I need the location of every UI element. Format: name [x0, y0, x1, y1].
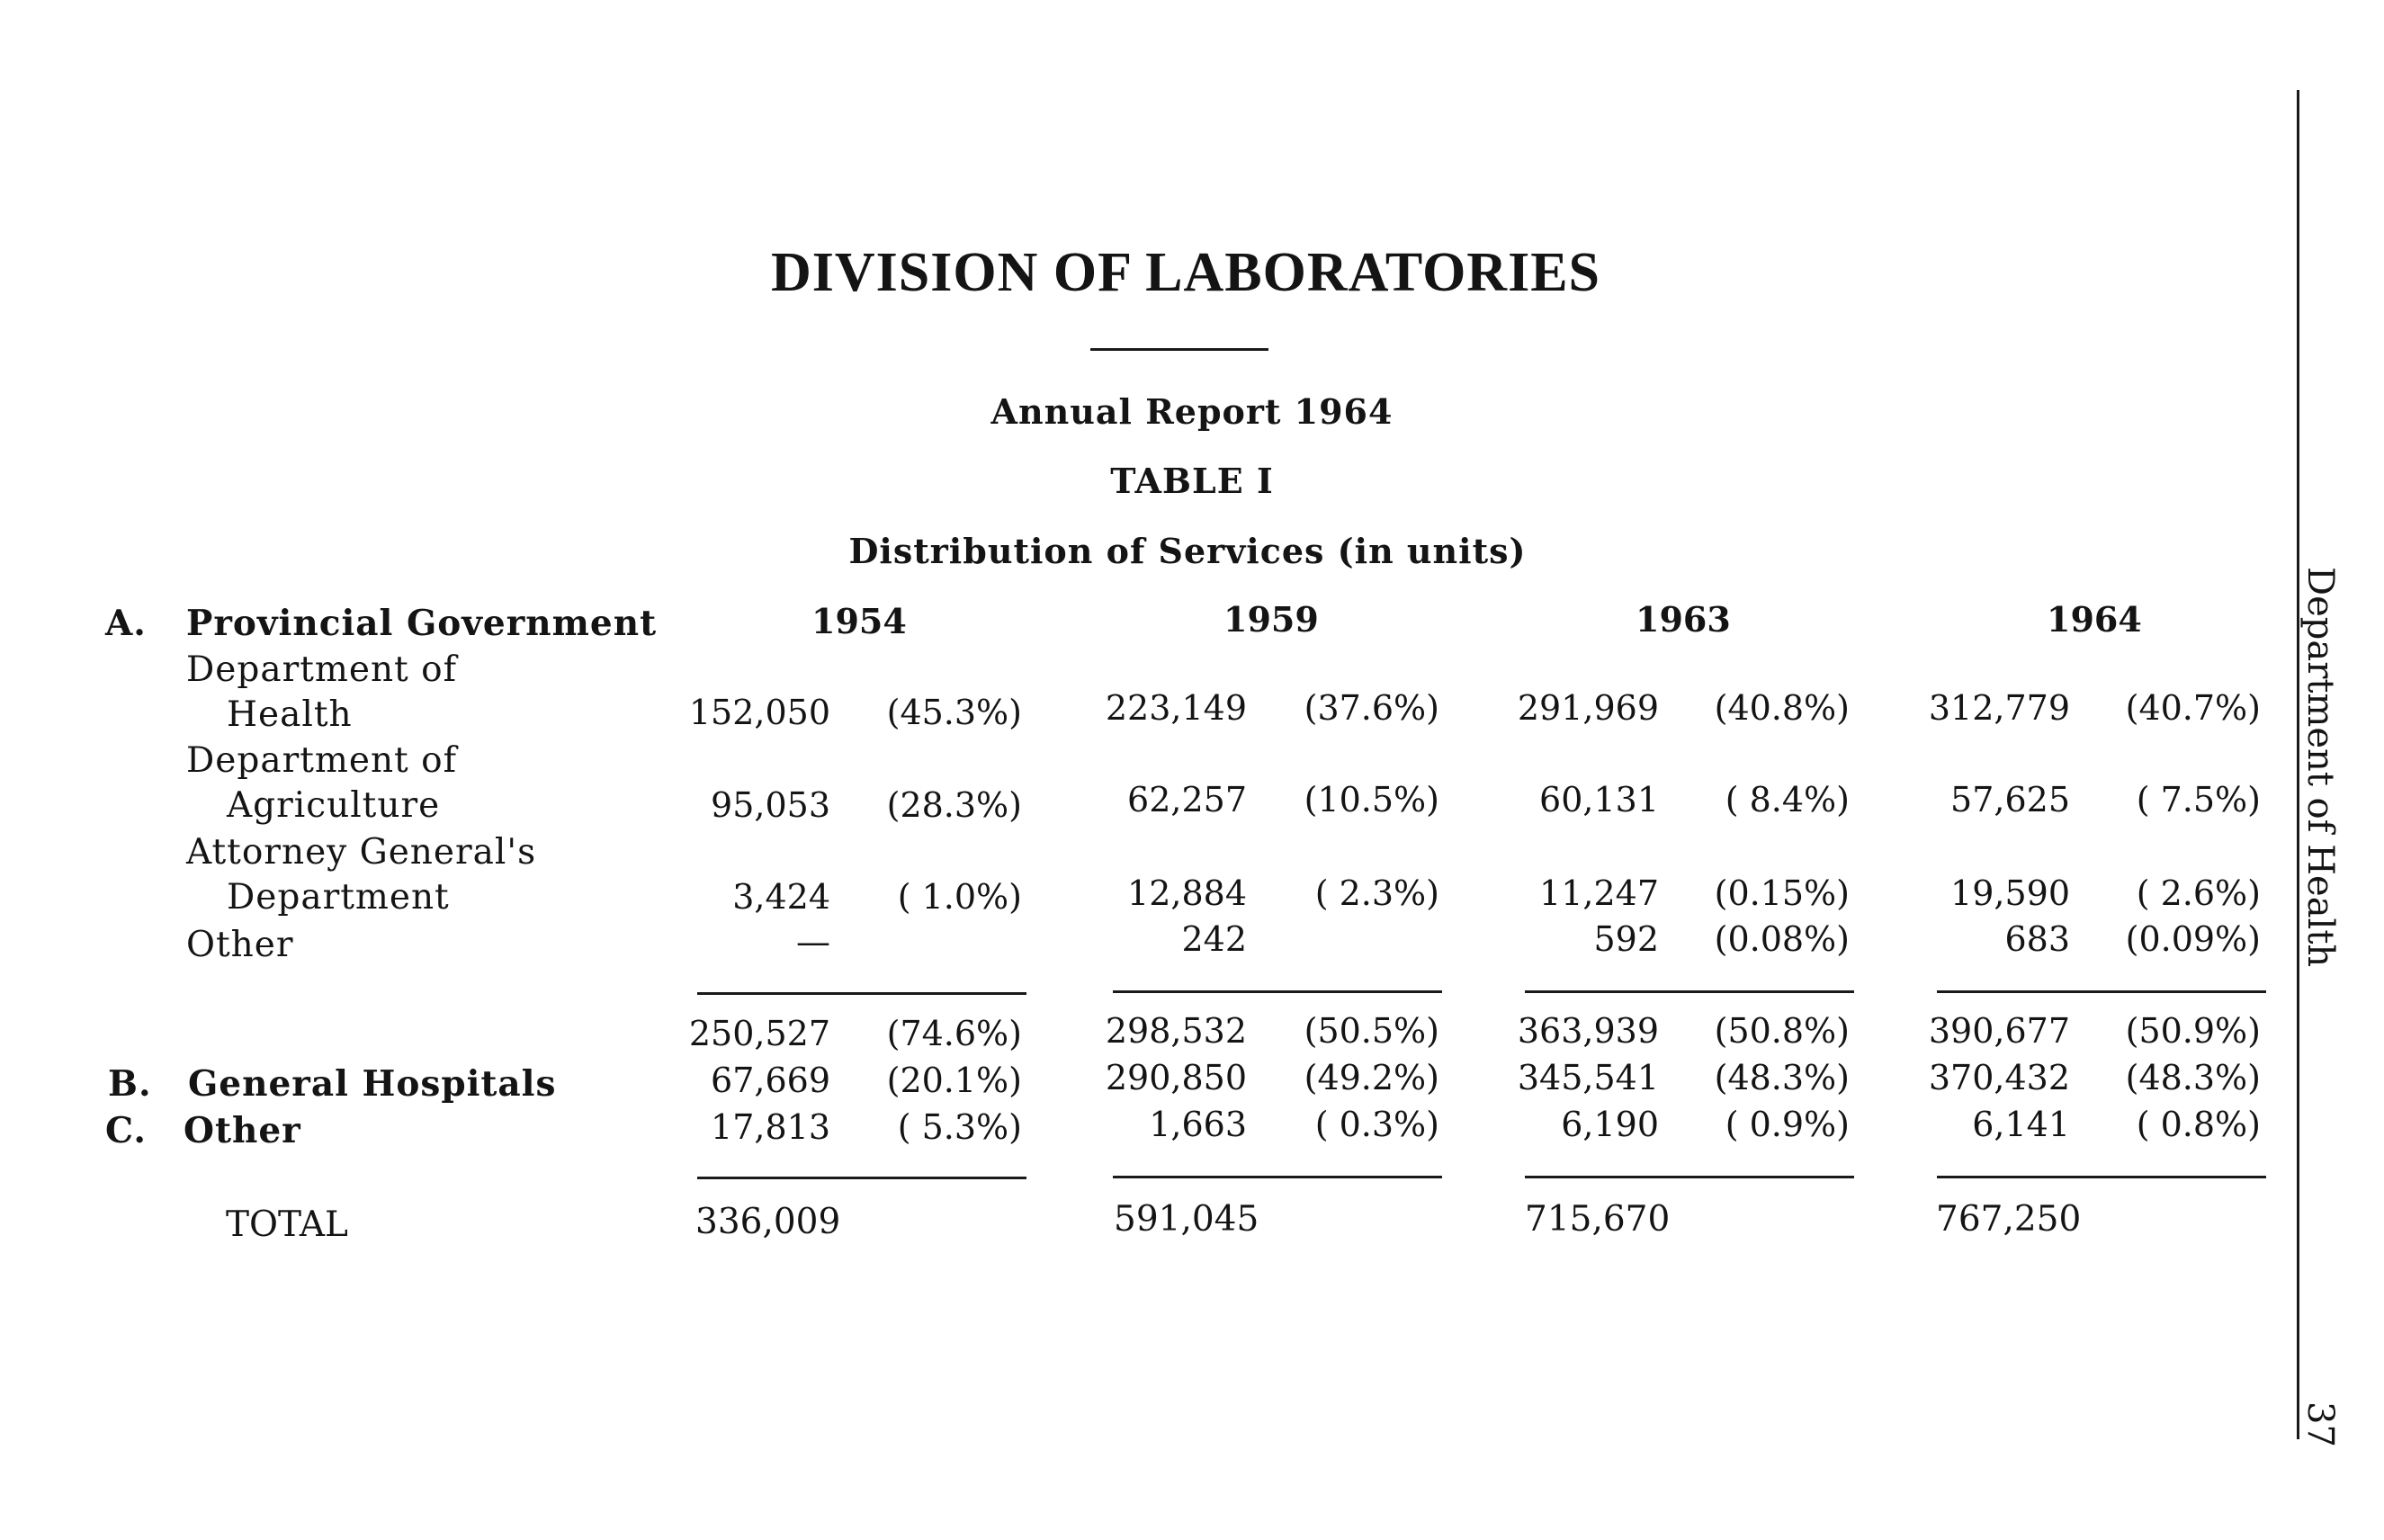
attorney-1959-pct: ( 2.3%) [1314, 873, 1439, 913]
subtotal-1963-value: 363,939 [1517, 1011, 1659, 1051]
row-label-attorney-line2: Department [227, 877, 450, 918]
hospitals-1964-value: 370,432 [1928, 1058, 2070, 1097]
section-c-letter: C. [105, 1110, 147, 1151]
other-c-1963-pct: ( 0.9%) [1725, 1105, 1850, 1144]
attorney-1963-pct: (0.15%) [1714, 873, 1850, 913]
attorney-1954-pct: ( 1.0%) [897, 877, 1022, 917]
other-c-1959-value: 1,663 [1149, 1105, 1247, 1144]
total-rule-1959 [1113, 1176, 1442, 1178]
subtotal-1964-pct: (50.9%) [2125, 1011, 2261, 1051]
other-1959-value: 242 [1181, 919, 1247, 959]
table-title: TABLE I [1110, 461, 1274, 501]
title-rule [1090, 348, 1268, 351]
row-label-attorney-line1: Attorney General's [186, 832, 537, 873]
hospitals-1954-value: 67,669 [711, 1061, 830, 1100]
other-1963-pct: (0.08%) [1714, 919, 1850, 959]
subtotal-1959-value: 298,532 [1105, 1011, 1247, 1051]
year-header-1963: 1963 [1636, 599, 1731, 640]
agriculture-1954-value: 95,053 [711, 785, 830, 825]
page-title: DIVISION OF LABORATORIES [770, 242, 1601, 303]
other-c-1963-value: 6,190 [1561, 1105, 1659, 1144]
agriculture-1963-value: 60,131 [1539, 780, 1659, 819]
other-c-1959-pct: ( 0.3%) [1314, 1105, 1439, 1144]
section-c-label: Other [184, 1110, 301, 1151]
row-label-agriculture-line2: Agriculture [227, 785, 441, 826]
total-label: TOTAL [226, 1204, 348, 1245]
row-label-health-line2: Health [227, 694, 353, 735]
subtotal-rule-1954 [697, 992, 1026, 995]
subtotal-1954-value: 250,527 [688, 1014, 830, 1053]
subtotal-rule-1964 [1937, 990, 2266, 993]
agriculture-1954-pct: (28.3%) [886, 785, 1022, 825]
section-b-label: General Hospitals [188, 1063, 557, 1105]
total-rule-1963 [1525, 1176, 1854, 1178]
section-a-letter: A. [105, 603, 147, 644]
total-1964-value: 767,250 [1936, 1199, 2082, 1240]
attorney-1959-value: 12,884 [1127, 873, 1247, 913]
attorney-1954-value: 3,424 [732, 877, 830, 917]
agriculture-1964-value: 57,625 [1950, 780, 2070, 819]
health-1964-value: 312,779 [1928, 688, 2070, 728]
health-1963-pct: (40.8%) [1714, 688, 1850, 728]
section-b-letter: B. [108, 1063, 152, 1105]
other-1964-value: 683 [2004, 919, 2070, 959]
table-caption: Distribution of Services (in units) [848, 531, 1527, 571]
hospitals-1959-value: 290,850 [1105, 1058, 1247, 1097]
other-c-1954-value: 17,813 [711, 1107, 830, 1147]
year-header-1959: 1959 [1223, 599, 1319, 640]
total-1954-value: 336,009 [695, 1202, 841, 1242]
section-a-label: Provincial Government [186, 603, 658, 644]
agriculture-1959-value: 62,257 [1127, 780, 1247, 819]
attorney-1964-pct: ( 2.6%) [2136, 873, 2261, 913]
year-header-1954: 1954 [811, 601, 907, 641]
subtotal-rule-1963 [1525, 990, 1854, 993]
total-1959-value: 591,045 [1114, 1199, 1259, 1240]
row-label-health-line1: Department of [186, 649, 458, 690]
year-header-1964: 1964 [2047, 599, 2142, 640]
other-1954-value: — [796, 922, 830, 962]
side-page-mark: 37 [2299, 1401, 2341, 1447]
total-rule-1964 [1937, 1176, 2266, 1178]
other-c-1954-pct: ( 5.3%) [897, 1107, 1022, 1147]
health-1954-value: 152,050 [688, 693, 830, 732]
agriculture-1959-pct: (10.5%) [1304, 780, 1439, 819]
row-label-other: Other [186, 925, 294, 965]
health-1959-value: 223,149 [1105, 688, 1247, 728]
subtotal-1963-pct: (50.8%) [1714, 1011, 1850, 1051]
agriculture-1964-pct: ( 7.5%) [2136, 780, 2261, 819]
health-1959-pct: (37.6%) [1304, 688, 1439, 728]
agriculture-1963-pct: ( 8.4%) [1725, 780, 1850, 819]
other-1964-pct: (0.09%) [2125, 919, 2261, 959]
subtotal-rule-1959 [1113, 990, 1442, 993]
other-c-1964-value: 6,141 [1972, 1105, 2070, 1144]
total-rule-1954 [697, 1177, 1026, 1179]
hospitals-1963-pct: (48.3%) [1714, 1058, 1850, 1097]
other-1963-value: 592 [1593, 919, 1659, 959]
hospitals-1959-pct: (49.2%) [1304, 1058, 1439, 1097]
attorney-1964-value: 19,590 [1950, 873, 2070, 913]
subtotal-1954-pct: (74.6%) [886, 1014, 1022, 1053]
total-1963-value: 715,670 [1525, 1199, 1671, 1240]
hospitals-1954-pct: (20.1%) [886, 1061, 1022, 1100]
health-1954-pct: (45.3%) [886, 693, 1022, 732]
other-c-1964-pct: ( 0.8%) [2136, 1105, 2261, 1144]
side-running-head: Department of Health [2299, 567, 2341, 968]
row-label-agriculture-line1: Department of [186, 740, 458, 781]
report-subtitle: Annual Report 1964 [990, 391, 1394, 432]
health-1964-pct: (40.7%) [2125, 688, 2261, 728]
hospitals-1963-value: 345,541 [1517, 1058, 1659, 1097]
subtotal-1959-pct: (50.5%) [1304, 1011, 1439, 1051]
health-1963-value: 291,969 [1517, 688, 1659, 728]
hospitals-1964-pct: (48.3%) [2125, 1058, 2261, 1097]
attorney-1963-value: 11,247 [1539, 873, 1659, 913]
subtotal-1964-value: 390,677 [1928, 1011, 2070, 1051]
